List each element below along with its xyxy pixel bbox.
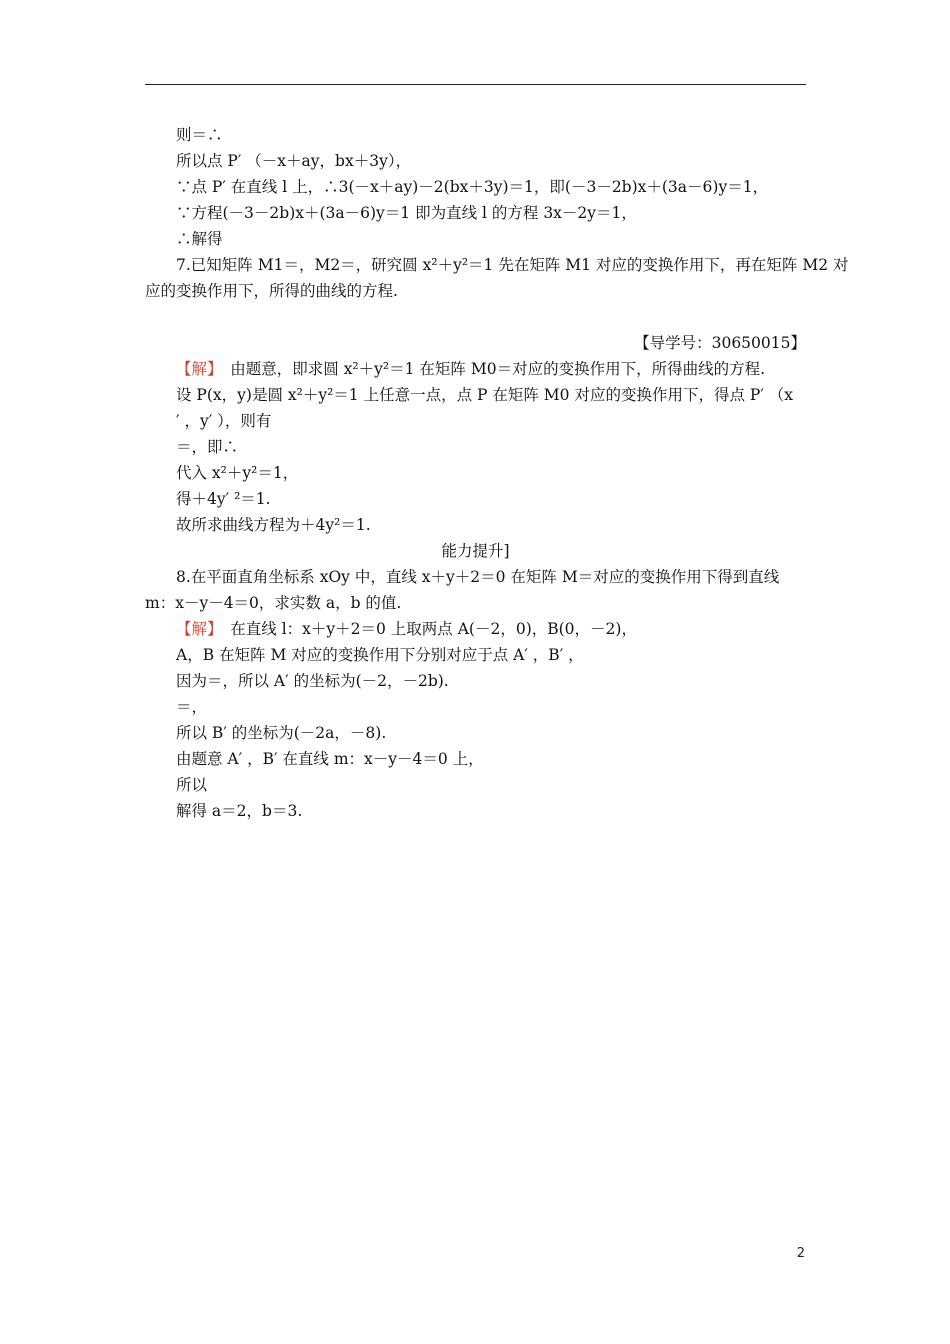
text-line: 所以点 P′ （－x＋ay，bx＋3y），: [176, 152, 412, 170]
answer-line: 因为＝，所以 A′ 的坐标为(－2，－2b).: [176, 672, 449, 690]
text-line: ∴解得: [176, 230, 223, 248]
question-8-line1: 8.在平面直角坐标系 xOy 中，直线 x＋y＋2＝0 在矩阵 M＝对应的变换作用下得到直线: [176, 568, 780, 586]
answer-line: 由题意 A′ ，B′ 在直线 m：x－y－4＝0 上，: [176, 750, 484, 768]
answer-line: 所以 B′ 的坐标为(－2a，－8).: [176, 724, 387, 742]
answer-line: 设 P(x，y)是圆 x²＋y²＝1 上任意一点，点 P 在矩阵 M0 对应的变换作用下，得点 P′ （x: [176, 386, 794, 404]
answer-text: 由题意，即求圆 x²＋y²＝1 在矩阵 M0＝对应的变换作用下，所得曲线的方程.: [214, 360, 765, 378]
page-number: 2: [796, 1246, 805, 1261]
guide-number: 【导学号：30650015】: [634, 334, 806, 352]
text-line: 则＝∴: [176, 126, 223, 144]
answer-text: 在直线 l：x＋y＋2＝0 上取两点 A(－2，0)，B(0，－2)，: [214, 620, 637, 638]
answer-line: ′ ，y′ ），则有: [176, 412, 272, 430]
header-rule: [145, 84, 806, 85]
text-line: ∵方程(－3－2b)x＋(3a－6)y＝1 即为直线 l 的方程 3x－2y＝1，: [176, 204, 637, 222]
answer-line: [145, 356, 806, 382]
answer-line: 故所求曲线方程为＋4y²＝1.: [176, 516, 371, 534]
document-body: [145, 122, 849, 824]
question-8-line2: m：x－y－4＝0，求实数 a，b 的值.: [145, 594, 402, 612]
answer-tag: 【解】: [176, 360, 215, 378]
text-line: ∵点 P′ 在直线 l 上，∴3(－x＋ay)－2(bx＋3y)＝1，即(－3－2b)x＋(3a－6)y＝1，: [176, 178, 769, 196]
answer-line: A，B 在矩阵 M 对应的变换作用下分别对应于点 A′ ，B′ ，: [176, 646, 584, 664]
answer-line: 所以: [176, 776, 208, 794]
answer-line: [145, 616, 806, 642]
answer-line: 得＋4y′ ²＝1.: [176, 490, 271, 508]
section-title: 能力提升]: [441, 542, 510, 560]
answer-line: ＝，: [176, 698, 208, 716]
question-7-line1: 7.已知矩阵 M1＝，M2＝，研究圆 x²＋y²＝1 先在矩阵 M1 对应的变换作用下，再在矩阵 M2 对: [176, 256, 849, 274]
answer-line: 代入 x²＋y²＝1，: [176, 464, 299, 482]
answer-line: 解得 a＝2，b＝3.: [176, 802, 303, 820]
question-7-line2: 应的变换作用下，所得的曲线的方程.: [145, 282, 398, 300]
answer-tag: 【解】: [176, 620, 215, 638]
answer-line: ＝，即∴: [176, 438, 239, 456]
